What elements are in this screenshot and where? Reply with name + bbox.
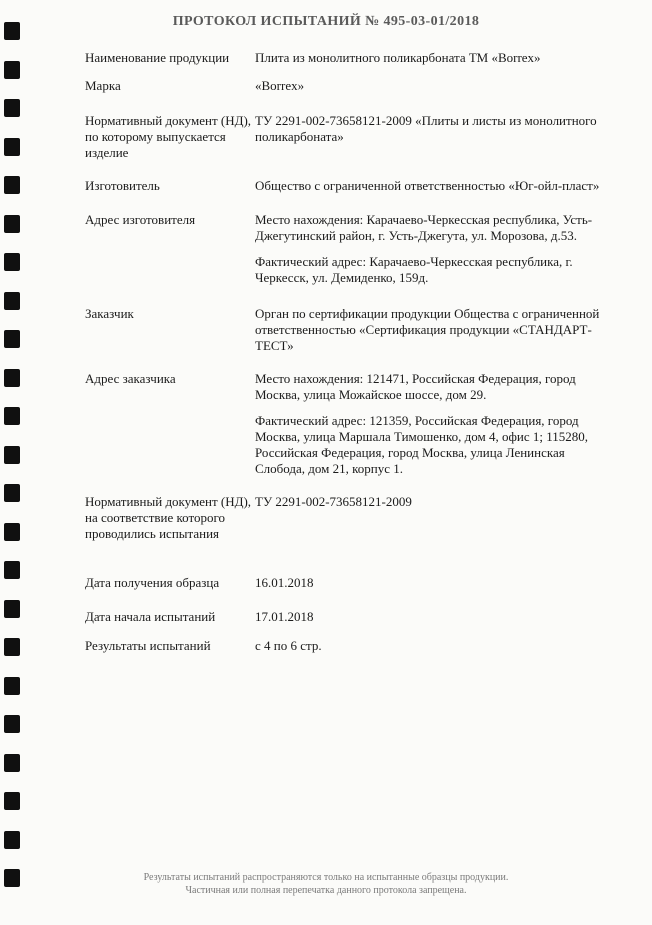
field-value-text: Общество с ограниченной ответственностью «Юг-ойл-пласт» xyxy=(255,178,600,193)
field-label: Заказчик xyxy=(85,306,134,321)
binding-hole xyxy=(4,176,20,194)
field-value xyxy=(255,609,615,625)
field-label: Дата получения образца xyxy=(85,575,220,590)
binding-hole xyxy=(4,523,20,541)
field-value-text: Место нахождения: 121471, Российская Федерация, город Москва, улица Можайское шоссе, дом 29. xyxy=(255,371,576,402)
binding-hole xyxy=(4,715,20,733)
field-value xyxy=(255,638,615,654)
field-value xyxy=(255,50,615,66)
binding-hole xyxy=(4,484,20,502)
binding-hole xyxy=(4,407,20,425)
field-value-text: 16.01.2018 xyxy=(255,575,314,590)
binding-holes xyxy=(0,0,26,925)
binding-hole xyxy=(4,99,20,117)
field-label: Результаты испытаний xyxy=(85,638,211,653)
field-value xyxy=(255,575,615,591)
field-value xyxy=(255,371,615,477)
field-value-text: Орган по сертификации продукции Общества с ограниченной ответственностью «Сертификация продукции «СТАНДАРТ-ТЕСТ» xyxy=(255,306,600,353)
field-value-text: Плита из монолитного поликарбоната ТМ «Borrex» xyxy=(255,50,541,65)
field-value-text: ТУ 2291-002-73658121-2009 «Плиты и листы из монолитного поликарбоната» xyxy=(255,113,597,144)
field-label: Дата начала испытаний xyxy=(85,609,216,624)
binding-hole xyxy=(4,253,20,271)
binding-hole xyxy=(4,215,20,233)
binding-hole xyxy=(4,369,20,387)
field-label: Изготовитель xyxy=(85,178,160,193)
field-value-text: 17.01.2018 xyxy=(255,609,314,624)
binding-hole xyxy=(4,561,20,579)
binding-hole xyxy=(4,792,20,810)
binding-hole xyxy=(4,330,20,348)
field-value-text: с 4 по 6 стр. xyxy=(255,638,322,653)
footer-line: Частичная или полная перепечатка данного протокола запрещена. xyxy=(185,885,467,896)
binding-hole xyxy=(4,831,20,849)
field-label: Адрес изготовителя xyxy=(85,212,196,227)
binding-hole xyxy=(4,138,20,156)
field-value-text: Фактический адрес: Карачаево-Черкесская республика, г. Черкесск, ул. Демиденко, 159д. xyxy=(255,254,573,285)
field-value-text: Место нахождения: Карачаево-Черкесская республика, Усть-Джегутинский район, г. Усть-Джегута, ул. Морозова, д.53. xyxy=(255,212,593,243)
document-title: ПРОТОКОЛ ИСПЫТАНИЙ № 495-03-01/2018 xyxy=(172,14,480,29)
field-label: Наименование продукции xyxy=(85,50,230,65)
field-value-text: ТУ 2291-002-73658121-2009 xyxy=(255,494,412,509)
binding-hole xyxy=(4,61,20,79)
footer-line: Результаты испытаний распространяются только на испытанные образцы продукции. xyxy=(143,872,509,883)
binding-hole xyxy=(4,754,20,772)
field-value xyxy=(255,178,615,194)
binding-hole xyxy=(4,292,20,310)
binding-hole xyxy=(4,600,20,618)
field-value xyxy=(255,78,615,94)
field-label: Адрес заказчика xyxy=(85,371,176,386)
binding-hole xyxy=(4,446,20,464)
field-label: Марка xyxy=(85,78,121,93)
binding-hole xyxy=(4,677,20,695)
field-value xyxy=(255,113,615,145)
field-label: Нормативный документ (НД), на соответствие которого проводились испытания xyxy=(85,494,252,541)
field-label: Нормативный документ (НД), по которому выпускается изделие xyxy=(85,113,252,160)
field-value-text: «Borrex» xyxy=(255,78,305,93)
field-value xyxy=(255,212,615,286)
field-value xyxy=(255,306,615,354)
field-value-text: Фактический адрес: 121359, Российская Федерация, город Москва, улица Маршала Тимошенко, дом 4, офис 1; 115280, Российская Федерация, город Москва, улица Ленинская Слобода, дом 21, корпус 1. xyxy=(255,413,589,476)
field-value xyxy=(255,494,615,510)
footer-note xyxy=(0,871,652,897)
binding-hole xyxy=(4,638,20,656)
